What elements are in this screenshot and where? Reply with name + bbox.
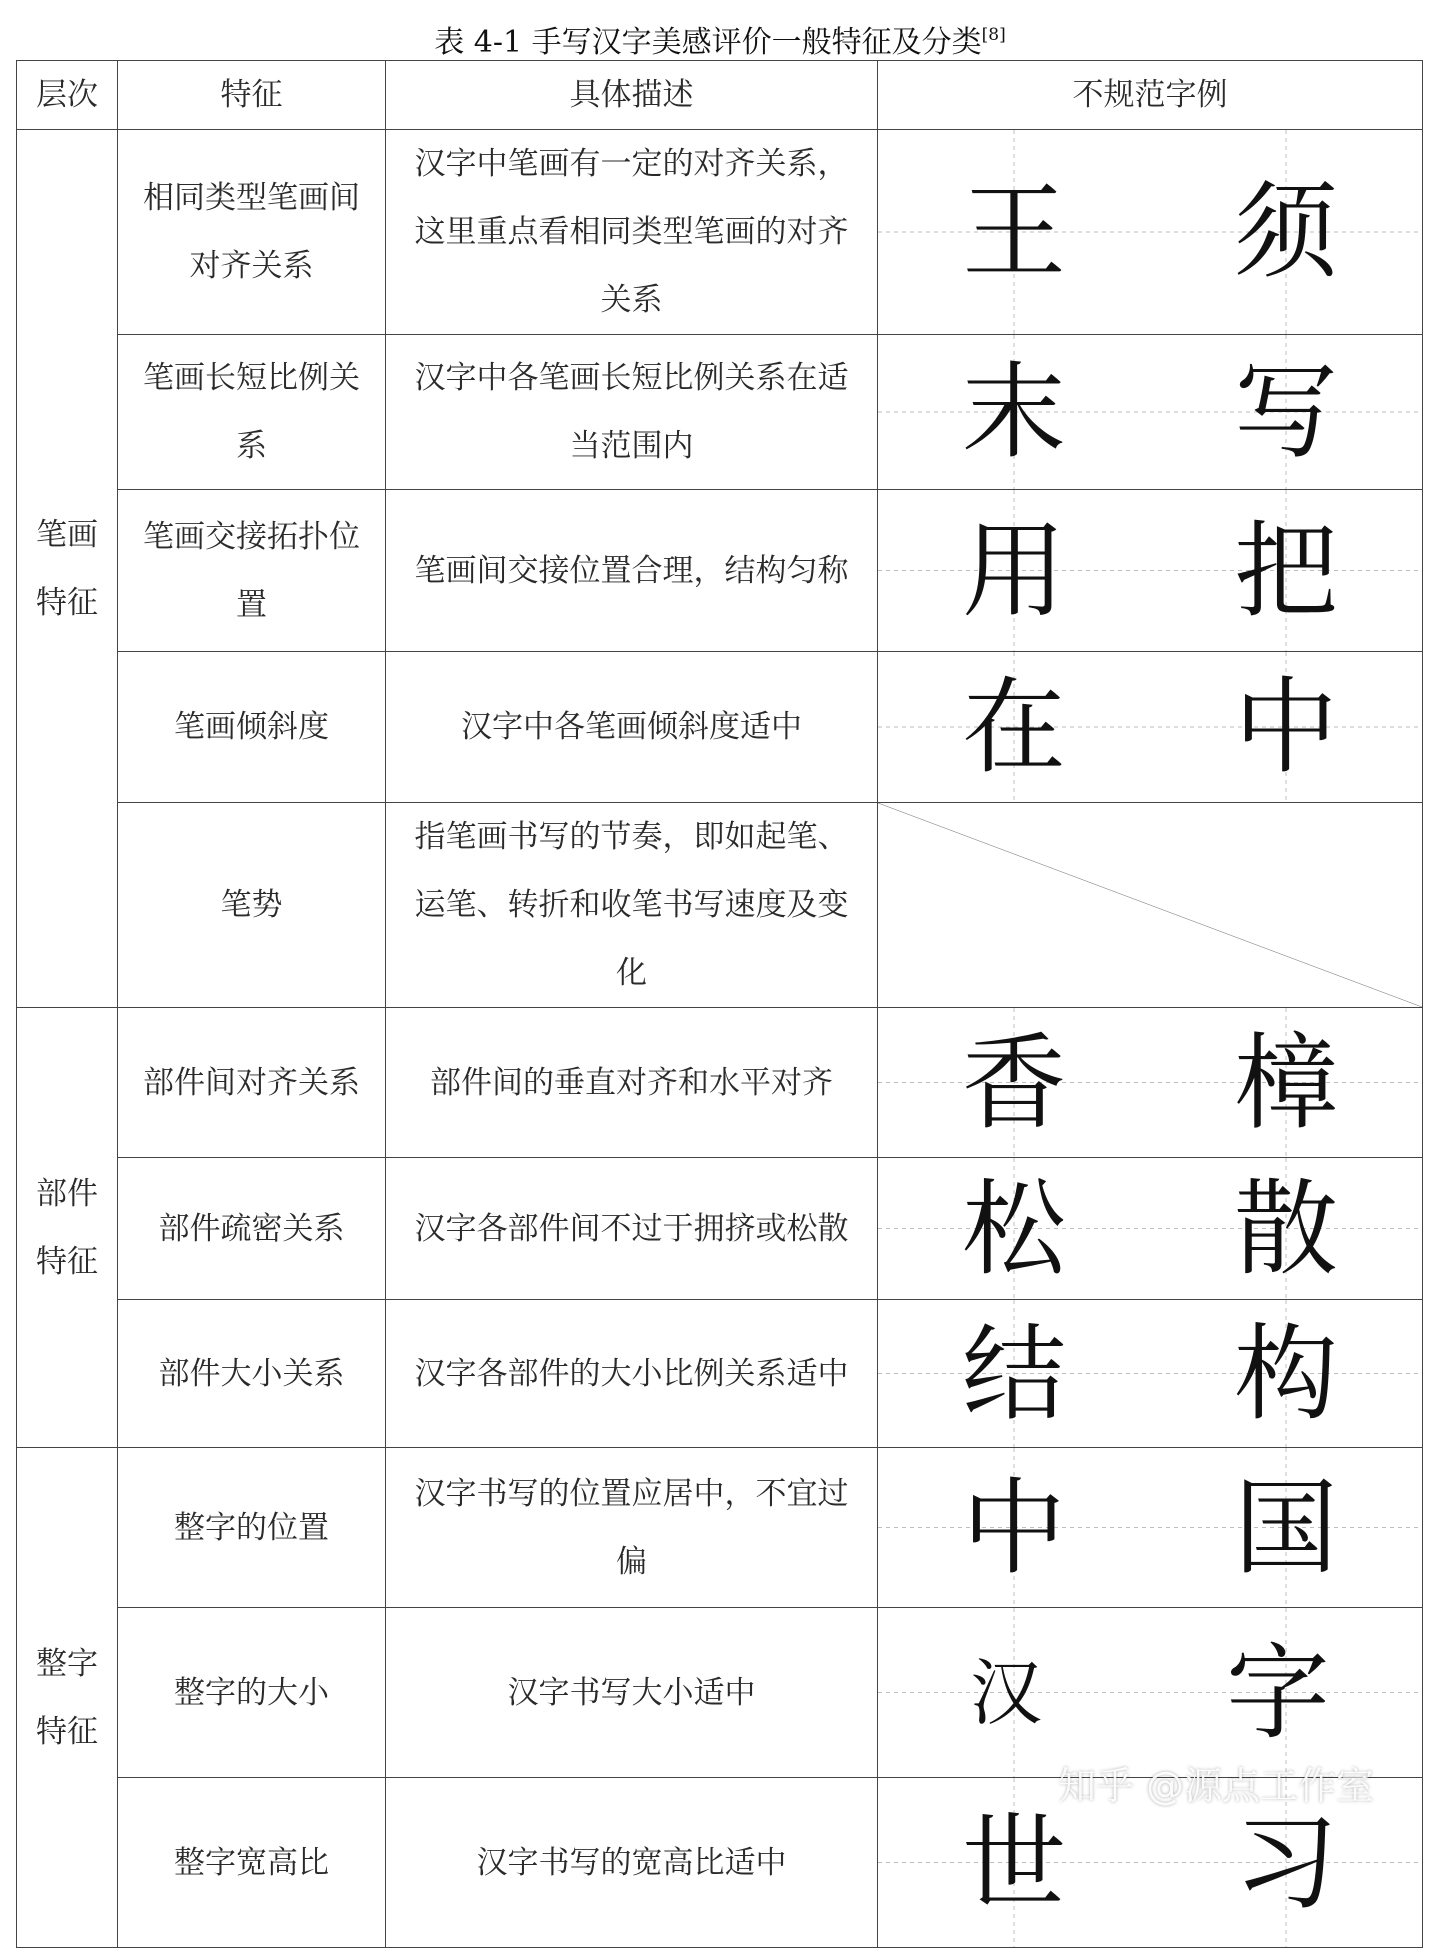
diagonal-line — [878, 803, 1422, 1007]
example-char: 须 — [1233, 171, 1338, 293]
example-char: 香 — [961, 1021, 1066, 1144]
description-cell — [386, 1608, 878, 1778]
table-row — [17, 652, 1423, 803]
layer-label: 笔画 特征 — [36, 516, 98, 621]
description-cell — [386, 1158, 878, 1300]
table-row — [17, 1448, 1423, 1608]
example-char: 散 — [1233, 1167, 1338, 1290]
description-cell — [386, 1448, 878, 1608]
example-cell — [878, 1300, 1423, 1448]
example-cell — [878, 1608, 1423, 1778]
example-char: 习 — [1233, 1801, 1338, 1924]
feature-text: 笔画交接拓扑位置 — [143, 518, 360, 623]
feature-cell — [118, 1778, 386, 1948]
example-char: 字 — [1225, 1631, 1330, 1754]
example-char: 王 — [961, 171, 1066, 293]
table-row — [17, 803, 1423, 1008]
feature-cell — [118, 490, 386, 652]
table-row — [17, 1158, 1423, 1300]
example-char: 结 — [961, 1312, 1066, 1435]
example-char: 汉 — [969, 1650, 1042, 1735]
evaluation-table — [16, 60, 1423, 1948]
description-cell — [386, 1300, 878, 1448]
feature-text: 整字的位置 — [174, 1509, 329, 1546]
example-cell — [878, 335, 1423, 490]
feature-cell — [118, 1300, 386, 1448]
example-char: 中 — [1233, 666, 1338, 788]
feature-cell — [118, 1008, 386, 1158]
example-char: 在 — [961, 666, 1066, 788]
header-layer: 层次 — [17, 61, 118, 130]
feature-text: 部件大小关系 — [158, 1355, 345, 1392]
example-char: 世 — [961, 1801, 1066, 1924]
feature-text: 整字宽高比 — [174, 1844, 329, 1881]
header-feature: 特征 — [118, 61, 386, 130]
table-row — [17, 490, 1423, 652]
example-char: 国 — [1233, 1466, 1338, 1589]
example-char: 把 — [1233, 509, 1338, 632]
description-text: 汉字中各笔画长短比例关系在适当范围内 — [414, 360, 849, 464]
caption-text: 表 4-1 手写汉字美感评价一般特征及分类 — [434, 25, 982, 60]
example-char: 松 — [961, 1167, 1066, 1290]
feature-cell — [118, 1608, 386, 1778]
description-text: 汉字书写大小适中 — [507, 1674, 756, 1711]
example-cell — [878, 1448, 1423, 1608]
example-cell — [878, 652, 1423, 803]
feature-text: 笔画长短比例关系 — [143, 360, 360, 464]
example-cell — [878, 1008, 1423, 1158]
layer-cell-component — [17, 1008, 118, 1448]
example-char: 写 — [1233, 351, 1338, 473]
example-char: 中 — [961, 1466, 1066, 1589]
feature-text: 笔画倾斜度 — [174, 709, 329, 745]
header-description: 具体描述 — [386, 61, 878, 130]
table-row — [17, 335, 1423, 490]
example-char: 用 — [961, 509, 1066, 632]
table-row — [17, 1608, 1423, 1778]
layer-label: 部件 特征 — [36, 1175, 98, 1280]
description-text: 指笔画书写的节奏，即如起笔、运笔、转折和收笔书写速度及变化 — [414, 819, 849, 991]
description-text: 汉字中笔画有一定的对齐关系，这里重点看相同类型笔画的对齐关系 — [414, 146, 849, 318]
header-examples: 不规范字例 — [878, 61, 1423, 130]
feature-cell — [118, 335, 386, 490]
caption-reference: [8] — [981, 25, 1006, 45]
layer-cell-stroke — [17, 130, 118, 1008]
empty-example-cell — [878, 803, 1423, 1008]
description-cell — [386, 490, 878, 652]
feature-cell — [118, 803, 386, 1008]
watermark: 知乎 @源点工作室 — [1058, 1764, 1375, 1808]
description-text: 汉字书写的宽高比适中 — [476, 1844, 787, 1881]
description-text: 部件间的垂直对齐和水平对齐 — [430, 1064, 833, 1101]
description-cell — [386, 130, 878, 335]
feature-cell — [118, 1158, 386, 1300]
example-cell — [878, 130, 1423, 335]
description-text: 汉字中各笔画倾斜度适中 — [461, 709, 802, 745]
table-row — [17, 130, 1423, 335]
feature-text: 部件间对齐关系 — [143, 1064, 360, 1101]
example-char: 樟 — [1233, 1021, 1338, 1144]
description-text: 笔画间交接位置合理，结构匀称 — [414, 552, 849, 589]
feature-text: 相同类型笔画间对齐关系 — [143, 180, 360, 284]
layer-cell-whole-character — [17, 1448, 118, 1948]
example-cell — [878, 1158, 1423, 1300]
table-caption — [0, 10, 1440, 60]
feature-cell — [118, 130, 386, 335]
header-row — [17, 61, 1423, 130]
description-cell — [386, 335, 878, 490]
table-row — [17, 1300, 1423, 1448]
feature-cell — [118, 652, 386, 803]
description-cell — [386, 652, 878, 803]
description-cell — [386, 1008, 878, 1158]
feature-text: 笔势 — [220, 887, 283, 923]
example-cell — [878, 490, 1423, 652]
description-text: 汉字各部件间不过于拥挤或松散 — [414, 1210, 849, 1247]
table-row — [17, 1008, 1423, 1158]
layer-label: 整字 特征 — [36, 1645, 98, 1750]
example-char: 构 — [1233, 1312, 1338, 1435]
feature-text: 部件疏密关系 — [158, 1210, 345, 1247]
feature-text: 整字的大小 — [174, 1674, 329, 1711]
description-text: 汉字书写的位置应居中，不宜过偏 — [414, 1475, 849, 1580]
description-cell — [386, 1778, 878, 1948]
description-text: 汉字各部件的大小比例关系适中 — [414, 1355, 849, 1392]
description-cell — [386, 803, 878, 1008]
example-char: 末 — [961, 351, 1066, 473]
feature-cell — [118, 1448, 386, 1608]
